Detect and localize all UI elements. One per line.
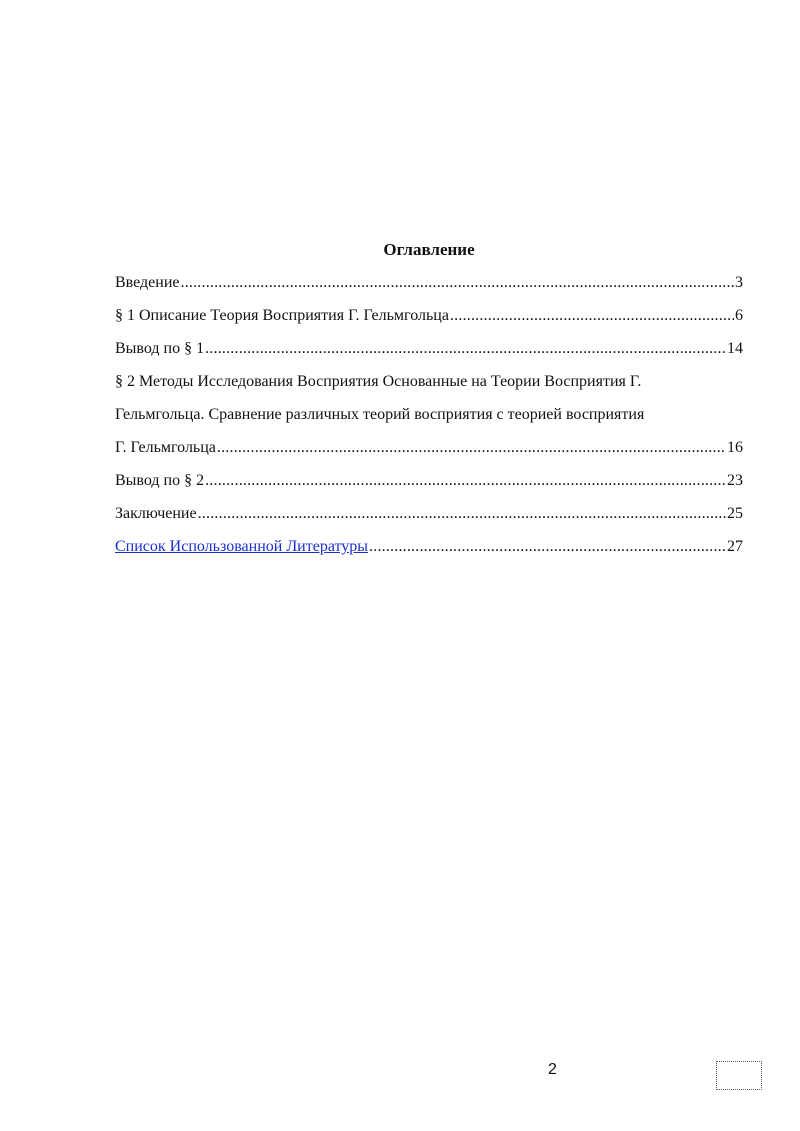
- toc-entry-page: 25: [727, 505, 743, 522]
- dot-leader: [369, 530, 726, 563]
- toc-entry-page: 3: [735, 274, 743, 291]
- page-number: 2: [548, 1061, 557, 1078]
- toc-entry-section-1: [115, 299, 743, 332]
- toc-entry-text-line-1: § 2 Методы Исследования Восприятия Основанные на Теории Восприятия Г.: [115, 373, 642, 390]
- toc-entry-page: 6: [735, 307, 743, 324]
- toc-entry-text-line-2: Гельмгольца. Сравнение различных теорий восприятия с теорией восприятия: [115, 406, 645, 423]
- toc-entry-references: [115, 530, 743, 563]
- toc-entry-text-line-3: [115, 431, 743, 464]
- toc-entry-page: 23: [727, 472, 743, 489]
- toc-entry-text: Вывод по § 2: [115, 472, 205, 489]
- toc-entry-page: 14: [727, 340, 743, 357]
- toc-entry-text: Заключение: [115, 505, 197, 522]
- dot-leader: [217, 431, 726, 464]
- dot-leader: [198, 497, 726, 530]
- toc-entry-text: Вывод по § 1: [115, 340, 205, 357]
- toc-entry-conclusion-2: [115, 464, 743, 497]
- dot-leader: [205, 464, 726, 497]
- dot-leader: [181, 266, 735, 299]
- toc-entry-introduction: [115, 266, 743, 299]
- toc-entry-conclusion-1: [115, 332, 743, 365]
- toc-entry-text: § 1 Описание Теория Восприятия Г. Гельмгольца: [115, 307, 449, 324]
- toc-entry-text: Введение: [115, 274, 180, 291]
- table-of-contents: [115, 266, 743, 563]
- toc-entry-page: 16: [727, 439, 743, 456]
- toc-title: Оглавление: [383, 240, 475, 259]
- dot-leader: [450, 299, 734, 332]
- dot-leader: [205, 332, 726, 365]
- footer-field-box[interactable]: [716, 1061, 762, 1090]
- toc-entry-text: Г. Гельмгольца: [115, 439, 216, 456]
- toc-entry-page: 27: [727, 538, 743, 555]
- toc-entry-summary: [115, 497, 743, 530]
- toc-entry-section-2: [115, 365, 743, 464]
- references-link[interactable]: Список Использованной Литературы: [115, 538, 369, 555]
